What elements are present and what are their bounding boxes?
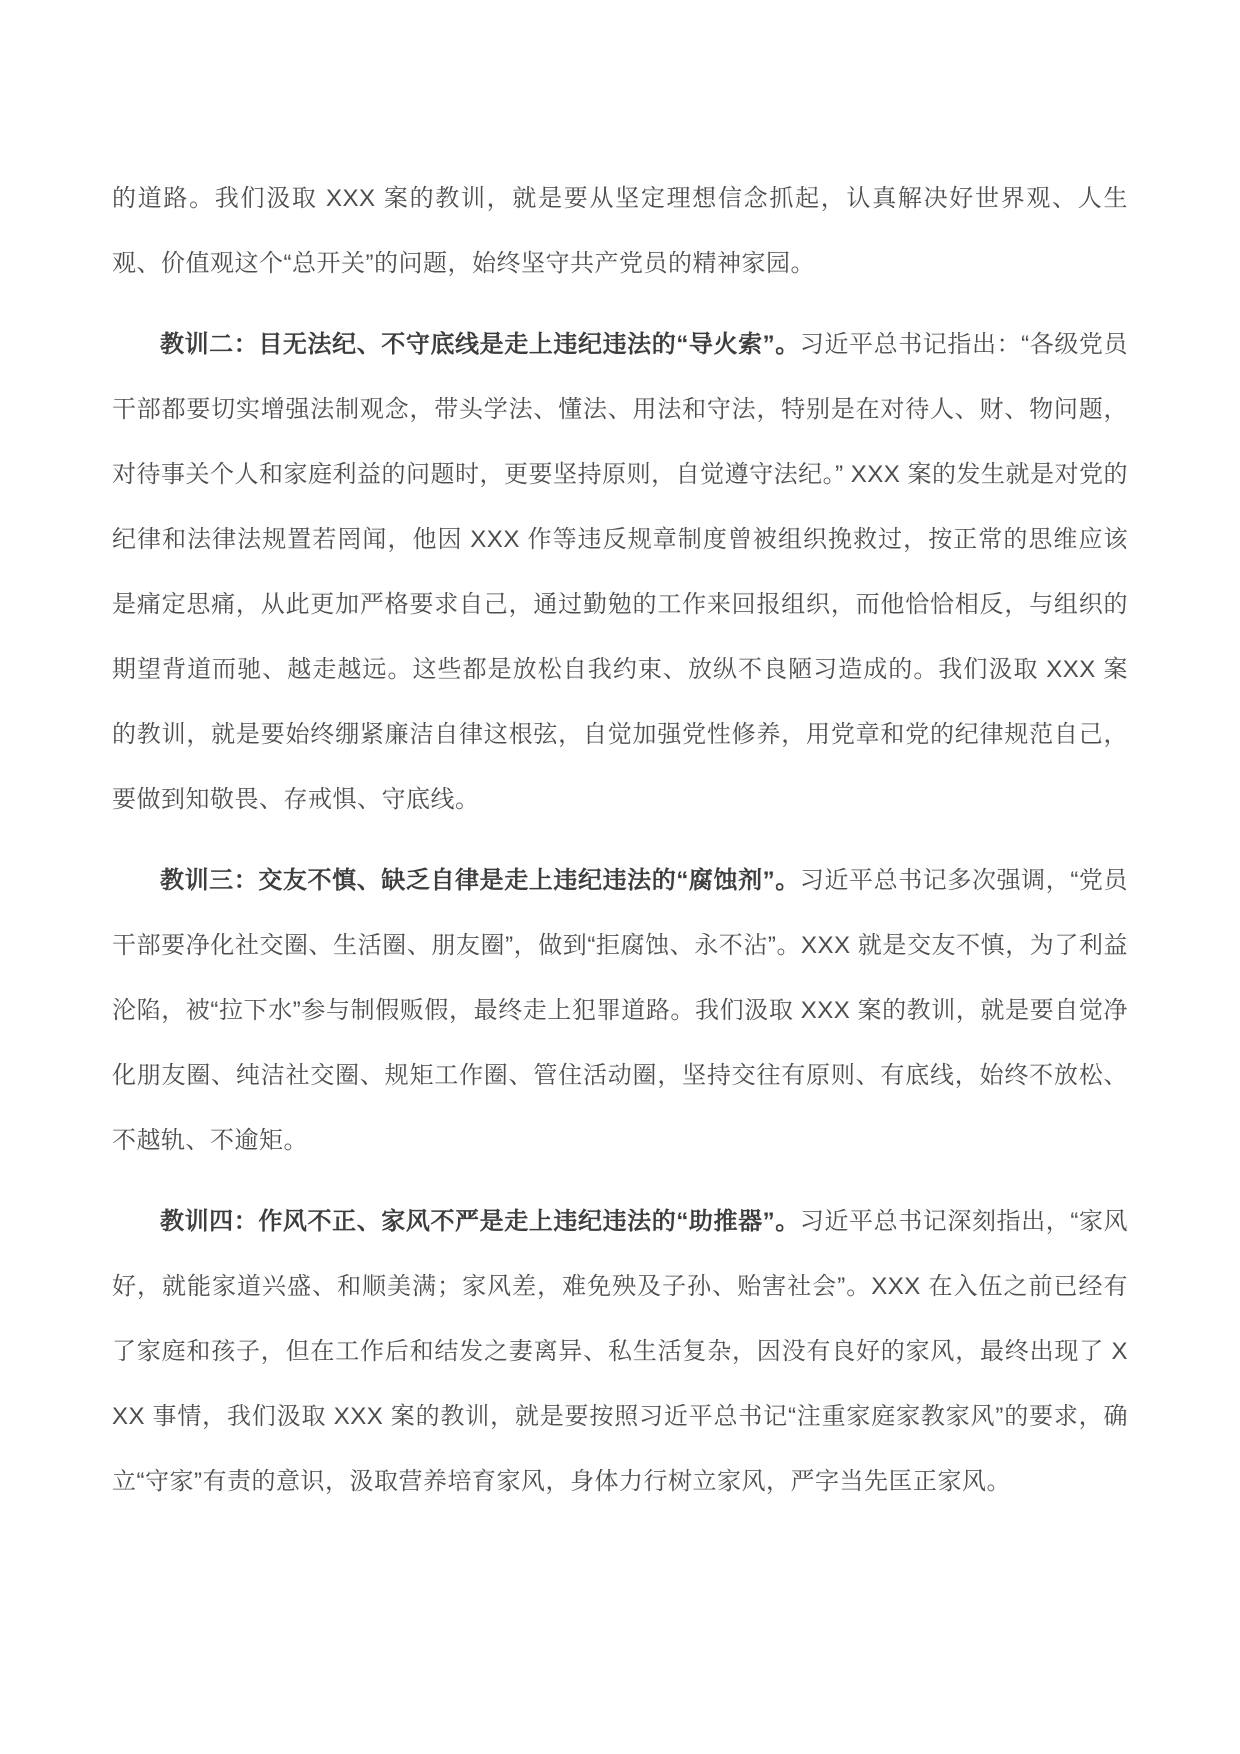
paragraph-lead: 教训四：作风不正、家风不严是走上违纪违法的“助推器”。 [160,1208,800,1235]
paragraph [112,848,1128,1173]
paragraph [112,312,1128,832]
paragraph-body: 习近平总书记深刻指出，“家风好，就能家道兴盛、和顺美满；家风差，难免殃及子孙、贻害社会”。XXX 在入伍之前已经有了家庭和孩子，但在工作后和结发之妻离异、私生活复杂，因没有良好的家风，最终出现了 XXX 事情，我们汲取 XXX 案的教训，就是要按照习近平总书记“注重家庭家教家风”的要求，确立“守家”有责的意识，汲取营养培育家风，身体力行树立家风，严字当先匡正家风。 [112,1208,1129,1495]
paragraph [112,166,1128,296]
paragraph-body: 的道路。我们汲取 XXX 案的教训，就是要从坚定理想信念抓起，认真解决好世界观、人生观、价值观这个“总开关”的问题，始终坚守共产党员的精神家园。 [112,185,1128,277]
paragraph-body: 习近平总书记多次强调，“党员干部要净化社交圈、生活圈、朋友圈”，做到“拒腐蚀、永不沾”。XXX 就是交友不慎，为了利益沦陷，被“拉下水”参与制假贩假，最终走上犯罪道路。我们汲取 XXX 案的教训，就是要自觉净化朋友圈、纯洁社交圈、规矩工作圈、管住活动圈，坚持交往有原则、有底线，始终不放松、不越轨、不逾矩。 [112,867,1129,1154]
paragraph-lead: 教训二：目无法纪、不守底线是走上违纪违法的“导火索”。 [160,331,800,358]
paragraph [112,1189,1128,1514]
paragraph-body: 习近平总书记指出：“各级党员干部都要切实增强法制观念，带头学法、懂法、用法和守法，特别是在对待人、财、物问题，对待事关个人和家庭利益的问题时，更要坚持原则，自觉遵守法纪。” XXX 案的发生就是对党的纪律和法律法规置若罔闻，他因 XXX 作等违反规章制度曾被组织挽救过，按正常的思维应该是痛定思痛，从此更加严格要求自己，通过勤勉的工作来回报组织，而他恰恰相反，与组织的期望背道而驰、越走越远。这些都是放松自我约束、放纵不良陋习造成的。我们汲取 XXX 案的教训，就是要始终绷紧廉洁自律这根弦，自觉加强党性修养，用党章和党的纪律规范自己，要做到知敬畏、存戒惧、守底线。 [112,331,1129,813]
paragraph-lead: 教训三：交友不慎、缺乏自律是走上违纪违法的“腐蚀剂”。 [160,867,800,894]
